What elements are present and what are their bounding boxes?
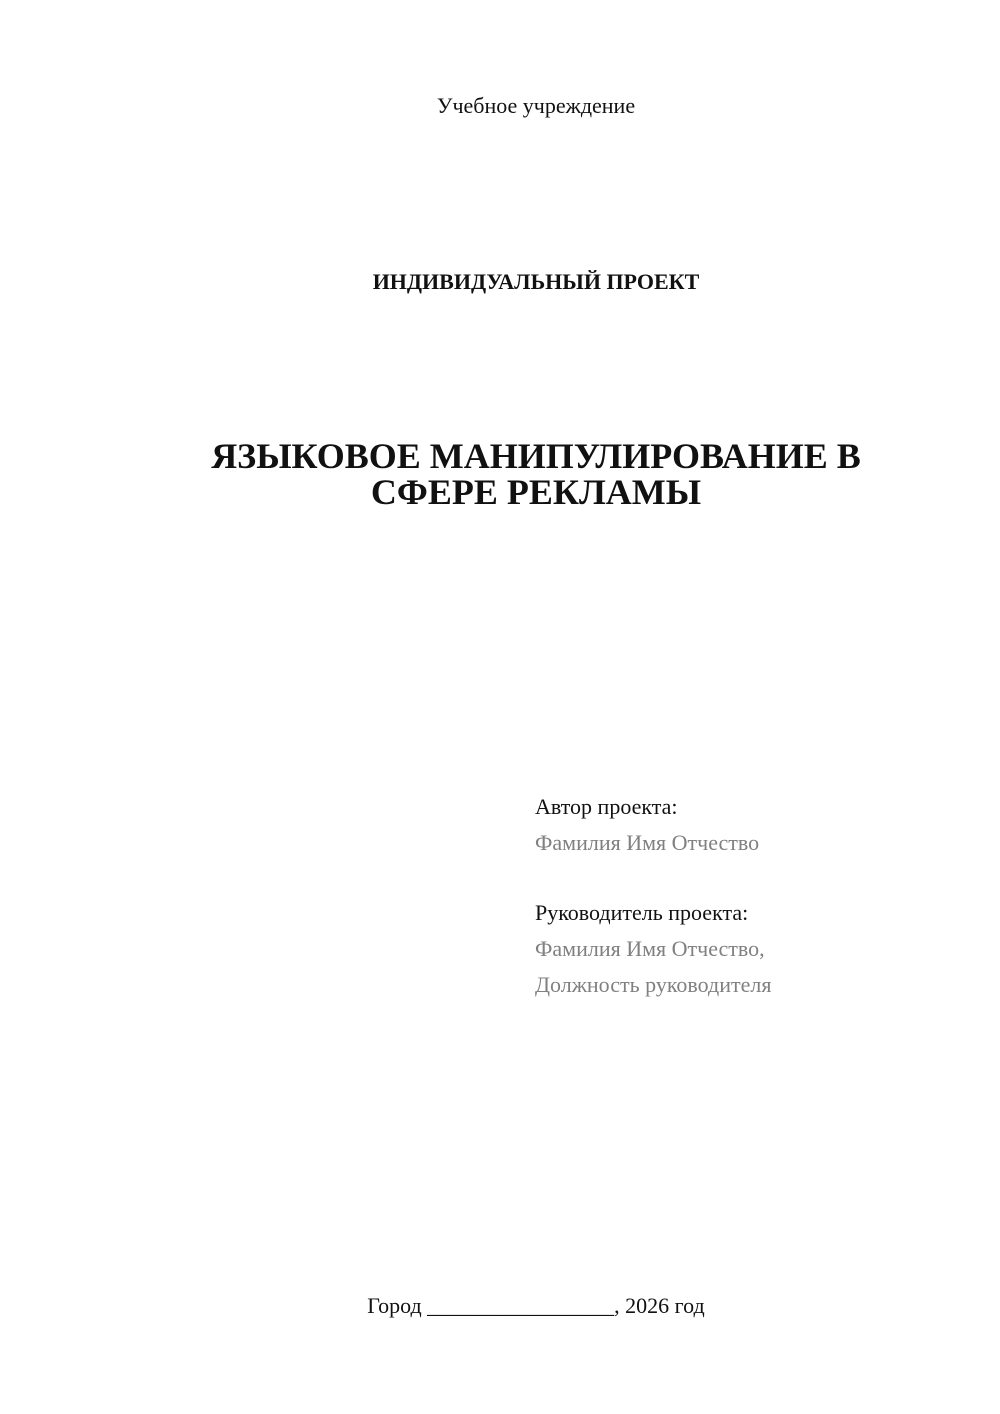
supervisor-label: Руководитель проекта: [535,900,749,925]
project-title-line-2: СФЕРЕ РЕКЛАМЫ [370,472,702,512]
supervisor-name: Фамилия Имя Отчество, [535,936,765,961]
project-credits [535,789,975,1003]
project-title [130,438,942,510]
city-year-line: Город _________________, 2026 год [367,1293,705,1318]
credits-spacer [535,861,975,895]
institution-name: Учебное учреждение [436,93,636,118]
document-type: ИНДИВИДУАЛЬНЫЙ ПРОЕКТ [372,269,700,294]
author-label: Автор проекта: [535,794,678,819]
author-name: Фамилия Имя Отчество [535,830,760,855]
supervisor-position: Должность руководителя [535,972,772,997]
project-title-line-1: ЯЗЫКОВОЕ МАНИПУЛИРОВАНИЕ В [211,436,861,476]
